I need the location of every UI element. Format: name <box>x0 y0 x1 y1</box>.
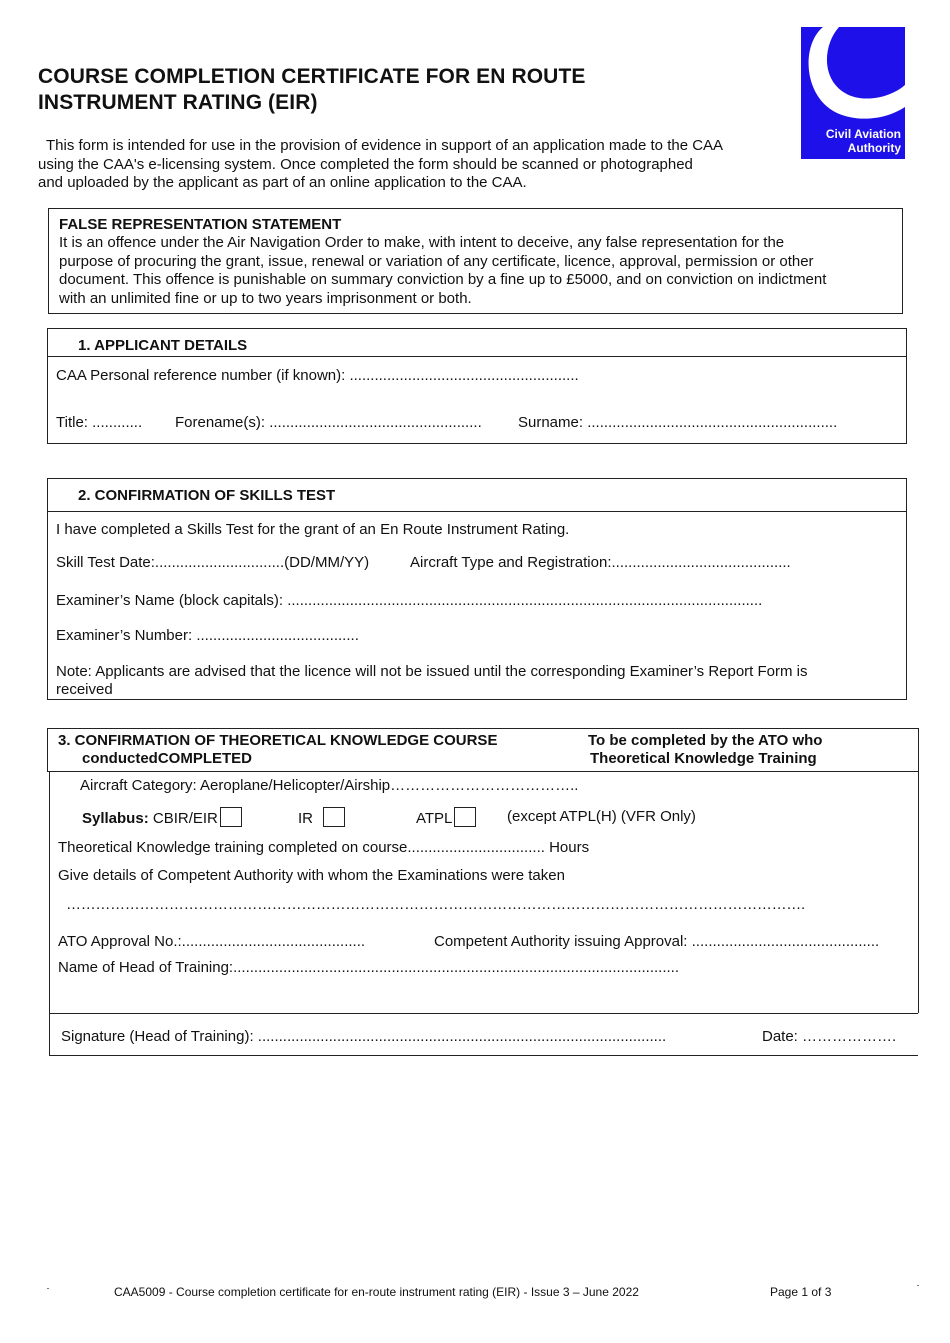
false-line-3: document. This offence is punishable on summary conviction by a fine up to £5000, and on conviction on indictment <box>59 271 827 288</box>
signature-field[interactable]: Signature (Head of Training): .................................................................................................. <box>61 1028 667 1045</box>
examiner-name-field[interactable]: Examiner’s Name (block capitals): .................................................................................................................. <box>56 592 763 609</box>
false-representation-box <box>48 208 903 314</box>
syllabus-cbir-label: CBIR/EIR <box>152 810 218 827</box>
footer-page-number: Page 1 of 3 <box>770 1285 832 1299</box>
section3-header-divider <box>47 771 918 772</box>
note-line-2: received <box>56 681 113 698</box>
section2-heading: 2. CONFIRMATION OF SKILLS TEST <box>78 487 336 504</box>
syllabus-label: Syllabus: <box>82 810 149 827</box>
footer-mark-right <box>917 1285 919 1286</box>
ca-issuing-approval-field[interactable]: Competent Authority issuing Approval: ............................................. <box>434 933 880 950</box>
examiner-number-field[interactable]: Examiner’s Number: ....................................... <box>56 627 359 644</box>
intro-paragraph <box>38 137 786 193</box>
section3-top-border <box>47 728 918 729</box>
skill-test-date-field[interactable]: Skill Test Date:...............................(DD/MM/YY) <box>56 554 370 571</box>
atpl-checkbox[interactable] <box>454 807 476 827</box>
skills-test-note <box>56 663 808 699</box>
section3-left-border <box>49 771 50 1013</box>
ato-approval-field[interactable]: ATO Approval No.:............................................ <box>58 933 366 950</box>
caa-logo <box>801 27 905 159</box>
competent-authority-label: Give details of Competent Authority with whom the Examinations were taken <box>58 867 565 884</box>
section3-bottom-border <box>49 1013 918 1014</box>
signature-row-bottom-border <box>49 1055 918 1056</box>
aircraft-category-field[interactable]: Aircraft Category: Aeroplane/Helicopter/Airship……………………………….. <box>80 777 579 794</box>
syllabus-atpl-label: ATPL <box>416 810 453 827</box>
ato-instruction-line-2: Theoretical Knowledge Training <box>590 750 817 767</box>
intro-line-2: using the CAA's e-licensing system. Once completed the form should be scanned or photographed <box>38 155 693 173</box>
syllabus-ir-label: IR <box>298 810 313 827</box>
ato-instruction <box>588 732 822 768</box>
section3-heading-line-2: conductedCOMPLETED <box>82 750 253 767</box>
false-representation-heading: FALSE REPRESENTATION STATEMENT <box>59 216 342 233</box>
title-line-1: COURSE COMPLETION CERTIFICATE FOR EN ROUTE <box>38 65 586 88</box>
note-line-1: Note: Applicants are advised that the licence will not be issued until the corresponding Examiner’s Report Form is <box>56 663 808 680</box>
intro-line-3: and uploaded by the applicant as part of an online application to the CAA. <box>38 174 527 191</box>
syllabus-row <box>82 807 242 827</box>
title-line-2: INSTRUMENT RATING (EIR) <box>38 91 318 114</box>
section3-heading-line-1: 3. CONFIRMATION OF THEORETICAL KNOWLEDGE COURSE <box>58 732 498 749</box>
skills-test-statement: I have completed a Skills Test for the grant of an En Route Instrument Rating. <box>56 521 570 538</box>
section3-heading <box>58 732 497 768</box>
logo-line-1: Civil Aviation <box>825 127 901 141</box>
false-line-4: with an unlimited fine or up to two years imprisonment or both. <box>59 289 472 307</box>
syllabus-atpl-option <box>416 807 476 827</box>
caa-reference-field[interactable]: CAA Personal reference number (if known): ....................................................... <box>56 367 579 384</box>
false-representation-text <box>59 234 894 308</box>
date-field[interactable]: Date: ………………. <box>762 1028 897 1045</box>
head-of-training-field[interactable]: Name of Head of Training:........................................................................................................... <box>58 959 680 976</box>
signature-row-left-border <box>49 1013 50 1055</box>
logo-text <box>801 127 901 155</box>
intro-line-1: This form is intended for use in the provision of evidence in support of an application made to the CAA <box>46 137 724 154</box>
section3-header-left-border <box>47 728 48 771</box>
footer-mark-left <box>47 1288 49 1289</box>
ir-checkbox[interactable] <box>323 807 345 827</box>
cbir-checkbox[interactable] <box>220 807 242 827</box>
false-line-2: purpose of procuring the grant, issue, renewal or variation of any certificate, licence, approval, permission or other <box>59 252 814 270</box>
ato-instruction-line-1: To be completed by the ATO who <box>588 732 823 749</box>
forename-field[interactable]: Forename(s): ................................................... <box>175 414 482 431</box>
section1-divider <box>47 356 907 357</box>
syllabus-ir-option <box>298 807 345 827</box>
tk-hours-field[interactable]: Theoretical Knowledge training completed on course................................. Hours <box>58 839 590 856</box>
aircraft-type-field[interactable]: Aircraft Type and Registration:........................................... <box>410 554 791 571</box>
section3-right-border <box>918 728 919 1013</box>
syllabus-exception: (except ATPL(H) (VFR Only) <box>507 808 696 825</box>
section1-heading: 1. APPLICANT DETAILS <box>78 337 248 354</box>
section2-divider <box>47 511 907 512</box>
page-title <box>38 64 758 116</box>
false-line-1: It is an offence under the Air Navigation Order to make, with intent to deceive, any false representation for the <box>59 234 785 251</box>
title-field[interactable]: Title: ............ <box>56 414 143 431</box>
competent-authority-field[interactable]: ……………………………………………………………………………………………………………………………………. <box>66 896 805 913</box>
surname-field[interactable]: Surname: ............................................................ <box>518 414 838 431</box>
logo-line-2: Authority <box>847 141 901 155</box>
footer-doc-ref: CAA5009 - Course completion certificate for en-route instrument rating (EIR) - Issue 3 – June 2022 <box>114 1285 639 1299</box>
